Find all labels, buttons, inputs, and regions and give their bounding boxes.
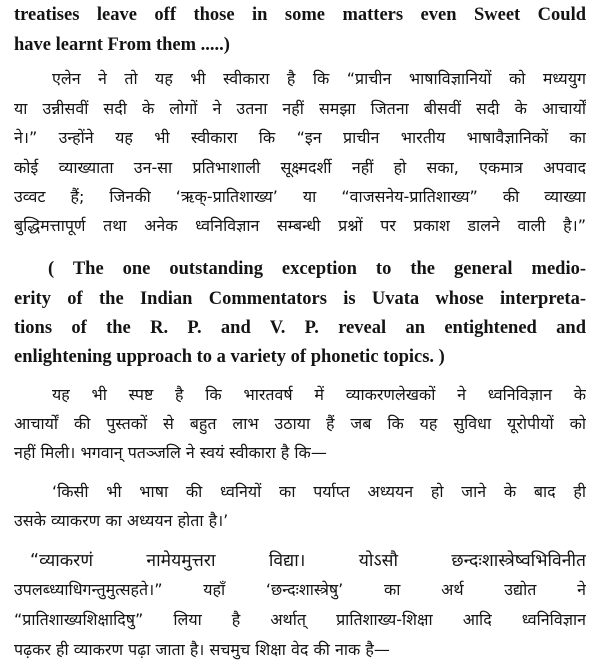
text-line: उव्वट हैं; जिनकी ‘ऋक्-प्रातिशाख्य’ या “वाजसनेय-प्रातिशाख्य” की व्याख्या xyxy=(14,187,586,206)
text-line: “प्रातिशाख्यशिक्षादिषु” लिया है अर्थात् प्रातिशाख्य-शिक्षा आदि ध्वनिविज्ञान xyxy=(14,610,586,629)
text-line: ने।” उन्होंने यह भी स्वीकारा कि “इन प्राचीन भारतीय भाषावैज्ञानिकों का xyxy=(14,128,586,147)
text-line: नहीं मिली। भगवान् पतञ्जलि ने स्वयं स्वीकारा है कि— xyxy=(14,443,327,462)
text-line: “व्याकरणं नामेयमुत्तरा विद्या। योऽसौ छन्दःशास्त्रेष्वभिविनीत xyxy=(30,551,586,571)
text-line: यह भी स्पष्ट है कि भारतवर्ष में व्याकरणलेखकों ने ध्वनिविज्ञान के xyxy=(52,385,586,404)
text-line: बुद्धिमत्तापूर्ण तथा अनेक ध्वनिविज्ञान सम्बन्धी प्रश्नों पर प्रकाश डालने वाली है।” xyxy=(14,216,586,235)
text-line: या उन्नीसवीं सदी के लोगों ने उतना नहीं समझा जितना बीसवीं सदी के आचार्यों xyxy=(14,99,586,118)
text-line: erity of the Indian Commentators is Uvata whose interpreta- xyxy=(14,289,586,309)
text-line: उसके व्याकरण का अध्ययन होता है।’ xyxy=(14,511,229,530)
text-line: ‘किसी भी भाषा की ध्वनियों का पर्याप्त अध्ययन हो जाने के बाद ही xyxy=(52,482,586,501)
text-line: enlightening upproach to a variety of phonetic topics. ) xyxy=(14,347,445,367)
text-line: treatises leave off those in some matters even Sweet Could xyxy=(14,5,586,25)
text-line: एलेन ने तो यह भी स्वीकारा है कि “प्राचीन भाषाविज्ञानियों को मध्ययुग xyxy=(52,69,586,88)
text-line: कोई व्याख्याता उन-सा प्रतिभाशाली सूक्ष्मदर्शी नहीं हो सका, एकमात्र अपवाद xyxy=(14,158,586,177)
text-line: tions of the R. P. and V. P. reveal an entightened and xyxy=(14,318,586,338)
text-line: पढ़कर ही व्याकरण पढ़ा जाता है। सचमुच शिक्षा वेद की नाक है— xyxy=(14,640,390,659)
text-line: उपलब्ध्याधिगन्तुमुत्सहते।” यहाँ ‘छन्दःशास्त्रेषु’ का अर्थ उद्योत ने xyxy=(14,580,586,599)
text-line: ( The one outstanding exception to the general medio- xyxy=(48,259,586,279)
text-line: have learnt From them .....) xyxy=(14,35,230,55)
text-line: आचार्यों की पुस्तकों से बहुत लाभ उठाया हैं जब कि यह सुविधा यूरोपीयों को xyxy=(14,414,586,433)
